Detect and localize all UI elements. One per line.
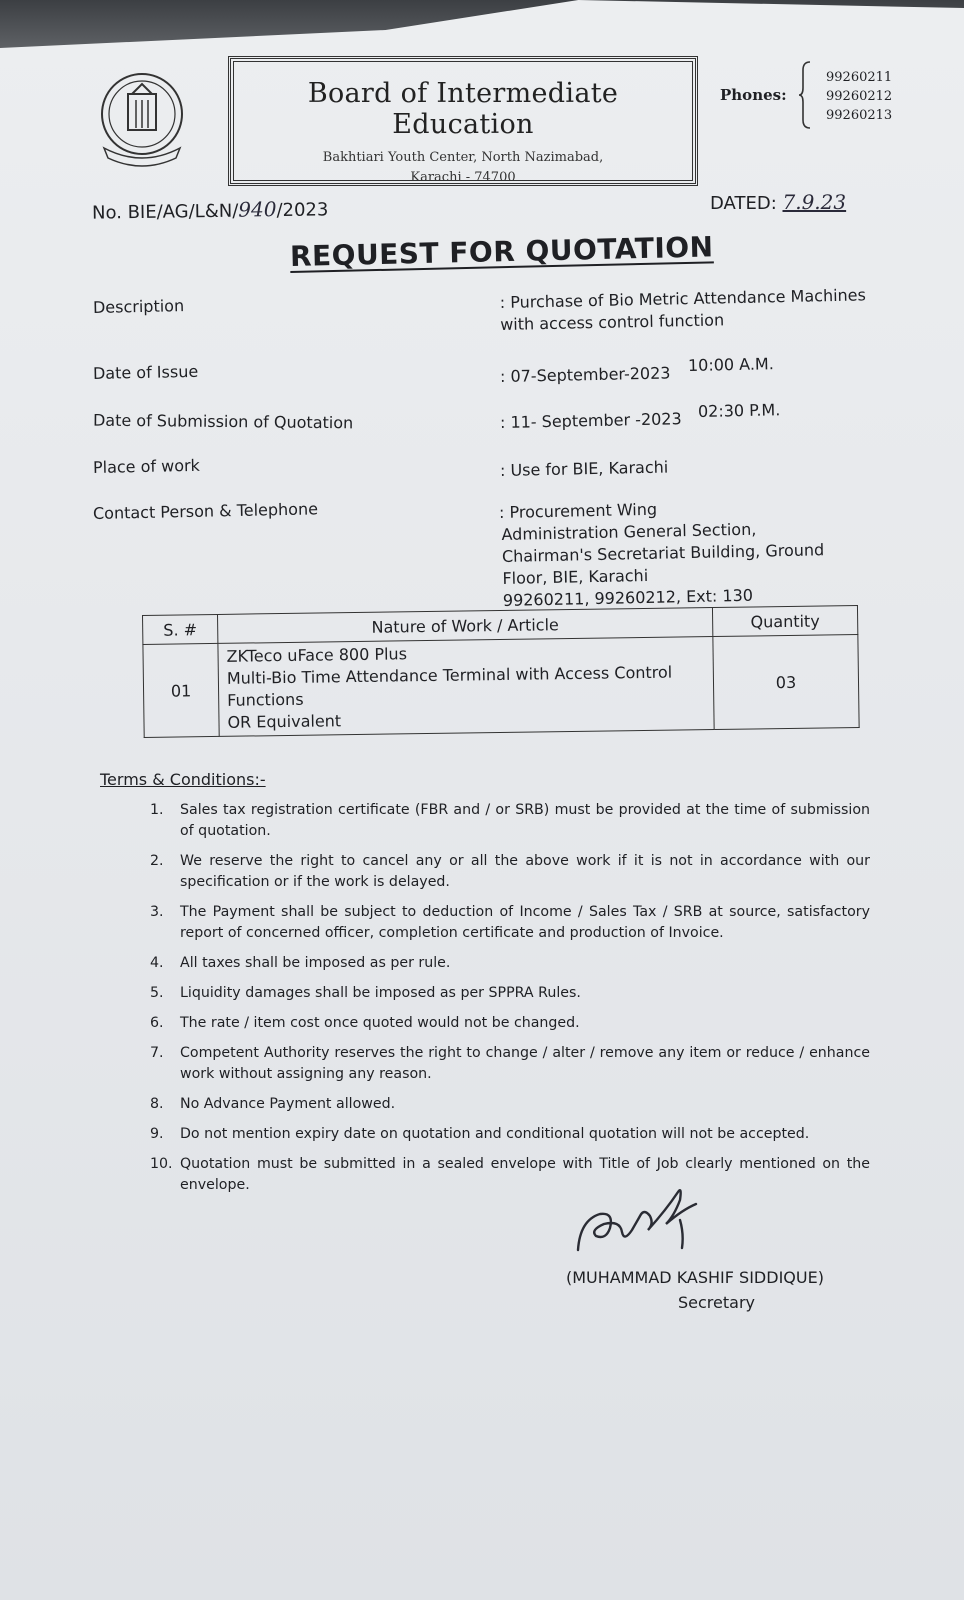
- term-number: 6.: [150, 1015, 164, 1031]
- term-text: The rate / item cost once quoted would not be changed.: [180, 1015, 580, 1031]
- list-item: [150, 1013, 870, 1034]
- field-value-place-of-work: : Use for BIE, Karachi: [499, 457, 669, 480]
- list-item: [150, 1124, 870, 1145]
- brace-icon: [798, 60, 812, 130]
- list-item: [150, 953, 870, 974]
- description-line-1: : Purchase of Bio Metric Attendance Machines: [499, 285, 867, 313]
- page-title: REQUEST FOR QUOTATION: [289, 230, 714, 273]
- field-value-description: [500, 284, 867, 336]
- reference-number: [92, 196, 329, 223]
- terms-title: Terms & Conditions:-: [100, 770, 266, 789]
- address-line-1: Bakhtiari Youth Center, North Nazimabad,: [322, 150, 604, 165]
- letterhead-box: [228, 56, 698, 186]
- term-text: The Payment shall be subject to deduction of Income / Sales Tax / SRB at source, satisfactory report of concerned officer, completion certificate and production of Invoice.: [180, 904, 870, 941]
- organization-name: Board of Intermediate Education: [307, 78, 619, 140]
- list-item: [150, 983, 870, 1004]
- reference-handwritten-number: 940: [238, 197, 277, 222]
- submission-time: 02:30 P.M.: [697, 400, 781, 421]
- dated: [710, 190, 846, 214]
- board-seal-icon: [96, 70, 188, 168]
- phones-label: Phones:: [720, 86, 787, 104]
- phone-number: 99260212: [826, 89, 893, 104]
- dated-handwritten-date: 7.9.23: [782, 190, 847, 214]
- terms-list: [150, 800, 870, 1205]
- field-label-place-of-work: Place of work: [92, 455, 201, 477]
- cell-quantity: 03: [713, 635, 859, 730]
- signature-icon: [570, 1180, 730, 1260]
- column-header-quantity: Quantity: [712, 606, 857, 637]
- list-item: [150, 851, 870, 893]
- term-number: 1.: [150, 802, 164, 818]
- issue-time: 10:00 A.M.: [687, 354, 775, 375]
- field-value-date-of-issue: : 07-September-2023: [499, 363, 671, 386]
- term-text: Competent Authority reserves the right to change / alter / remove any item or reduce / enhance work without assigning any reason.: [180, 1045, 870, 1082]
- cell-sn: 01: [143, 643, 219, 737]
- term-number: 9.: [150, 1126, 164, 1142]
- reference-prefix: No. BIE/AG/L&N/: [91, 200, 239, 224]
- contact-line: Administration General Section,: [501, 519, 757, 544]
- term-text: Quotation must be submitted in a sealed envelope with Title of Job clearly mentioned on the envelope.: [180, 1156, 870, 1193]
- contact-line: Floor, BIE, Karachi: [502, 565, 649, 588]
- term-number: 7.: [150, 1045, 164, 1061]
- article-line: ZKTeco uFace 800 Plus: [226, 644, 408, 666]
- cell-article: [218, 637, 714, 737]
- phone-number: 99260211: [826, 70, 893, 85]
- term-text: Liquidity damages shall be imposed as per SPPRA Rules.: [180, 985, 581, 1001]
- table-row: [143, 635, 859, 738]
- term-text: All taxes shall be imposed as per rule.: [180, 955, 451, 971]
- term-number: 8.: [150, 1096, 164, 1112]
- organization-address: [234, 148, 692, 188]
- items-table: [142, 605, 860, 738]
- term-number: 10.: [150, 1156, 173, 1172]
- article-line: Multi-Bio Time Attendance Terminal with Access Control: [226, 662, 673, 688]
- field-label-date-of-issue: Date of Issue: [92, 361, 199, 383]
- list-item: [150, 1043, 870, 1085]
- term-number: 2.: [150, 853, 164, 869]
- field-label-contact: Contact Person & Telephone: [92, 499, 319, 523]
- reference-suffix: /2023: [276, 199, 329, 222]
- contact-line: : Procurement Wing: [498, 499, 658, 523]
- term-number: 4.: [150, 955, 164, 971]
- address-line-2: Karachi - 74700: [410, 170, 516, 185]
- description-line-2: with access control function: [500, 310, 725, 334]
- term-text: No Advance Payment allowed.: [180, 1096, 396, 1112]
- field-label-date-of-submission: Date of Submission of Quotation: [92, 410, 354, 433]
- signatory-name: (MUHAMMAD KASHIF SIDDIQUE): [566, 1268, 824, 1287]
- column-header-sn: S. #: [143, 614, 218, 644]
- list-item: [150, 800, 870, 842]
- phones-list: [826, 68, 892, 125]
- article-line: OR Equivalent: [227, 711, 342, 732]
- term-text: We reserve the right to cancel any or all the above work if it is not in accordance with our specification or if the work is delayed.: [180, 853, 870, 890]
- column-header-nature: Nature of Work / Article: [217, 608, 712, 644]
- term-text: Sales tax registration certificate (FBR and / or SRB) must be provided at the time of submission of quotation.: [180, 802, 870, 839]
- term-number: 3.: [150, 904, 164, 920]
- list-item: [150, 902, 870, 944]
- field-value-contact: [499, 495, 826, 612]
- field-value-date-of-submission: : 11- September -2023: [499, 409, 682, 432]
- term-number: 5.: [150, 985, 164, 1001]
- phone-number: 99260213: [826, 108, 893, 123]
- field-label-description: Description: [92, 296, 185, 317]
- signatory-designation: Secretary: [678, 1293, 755, 1312]
- list-item: [150, 1154, 870, 1196]
- article-line: Functions: [227, 689, 304, 710]
- contact-line: 99260211, 99260212, Ext: 130: [502, 585, 754, 610]
- term-text: Do not mention expiry date on quotation and conditional quotation will not be accepted.: [180, 1126, 810, 1142]
- list-item: [150, 1094, 870, 1115]
- contact-line: Chairman's Secretariat Building, Ground: [501, 540, 825, 566]
- dated-label: DATED:: [710, 193, 777, 214]
